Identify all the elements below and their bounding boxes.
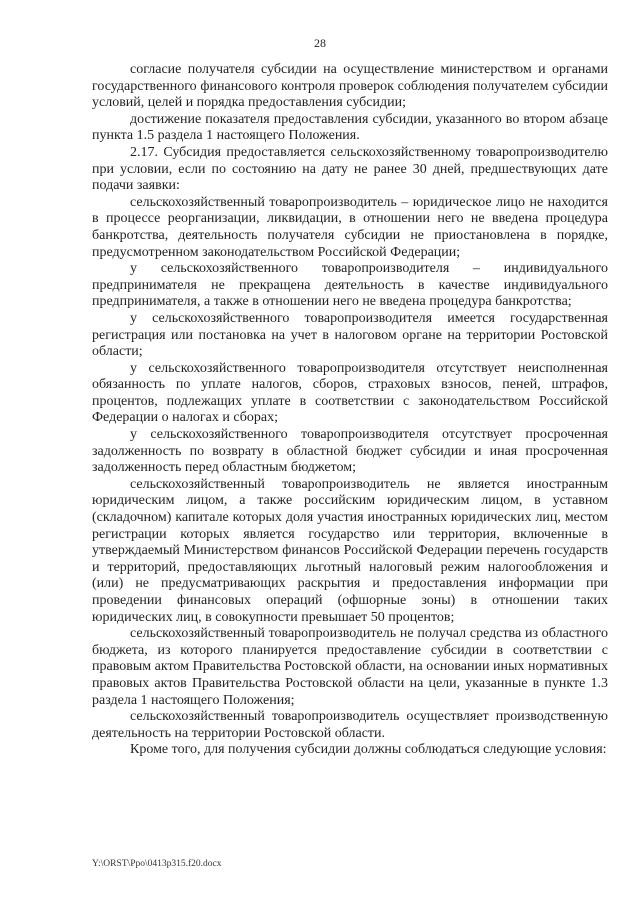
footer-file-path: Y:\ORST\Ppo\0413p315.f20.docx <box>92 859 222 869</box>
paragraph-2-17: 2.17. Субсидия предоставляется сельскохозяйственному товаропроизводителю при условии, если по состоянию на дату не ранее 30 дней, предшествующих дате подачи заявки: <box>92 144 608 194</box>
page-number: 28 <box>314 36 326 50</box>
paragraph-foreign-entity: сельскохозяйственный товаропроизводитель не является иностранным юридическим лицом, а также российским юридическим лицом, в уставном (складочном) капитале которых доля участия иностранных юридических лиц, местом регистрации которых является государство или территория, включенные в утверждаемый Министерством финансов Российской Федерации перечень государств и территорий, предоставляющих льготный налоговый режим налогообложения и (или) не предусматривающих раскрытия и предоставления информации при проведении финансовых операций (офшорные зоны) в отношении таких юридических лиц, в совокупности превышает 50 процентов; <box>92 476 608 625</box>
paragraph-budget-debt: у сельскохозяйственного товаропроизводителя отсутствует просроченная задолженность по возврату в областной бюджет субсидии и иная просроченная задолженность перед областным бюджетом; <box>92 427 608 476</box>
paragraph-entrepreneur: у сельскохозяйственного товаропроизводителя – индивидуального предпринимателя не прекращена деятельность в качестве индивидуального предпринимателя, а также в отношении него не введена процедура банкротства; <box>92 261 608 310</box>
paragraph-registration: у сельскохозяйственного товаропроизводителя имеется государственная регистрация или постановка на учет в налоговом органе на территории Ростовской области; <box>92 310 608 360</box>
paragraph-legal-entity: сельскохозяйственный товаропроизводитель – юридическое лицо не находится в процессе реорганизации, ликвидации, в отношении него не введена процедура банкротства, деятельность получателя субсидии не приостановлена в порядке, предусмотренном законодательством Российской Федерации; <box>92 194 608 260</box>
paragraph-consent: согласие получателя субсидии на осуществление министерством и органами государственного финансового контроля проверок соблюдения получателем субсидии условий, целей и порядка предоставления субсидии; <box>92 62 608 111</box>
paragraph-no-other-funds: сельскохозяйственный товаропроизводитель не получал средства из областного бюджета, из которого планируется предоставление субсидии в соответствии с правовым актом Правительства Ростовской области, на основании иных нормативных правовых актов Правительства Ростовской области на цели, указанные в пункте 1.3 раздела 1 настоящего Положения; <box>92 626 608 708</box>
paragraph-production: сельскохозяйственный товаропроизводитель осуществляет производственную деятельность на территории Ростовской области. <box>92 709 608 741</box>
paragraph-conditions: Кроме того, для получения субсидии должны соблюдаться следующие условия: <box>130 742 607 758</box>
document-body <box>92 62 608 759</box>
paragraph-indicator: достижение показателя предоставления субсидии, указанного во втором абзаце пункта 1.5 раздела 1 настоящего Положения. <box>92 111 608 144</box>
paragraph-tax-debt: у сельскохозяйственного товаропроизводителя отсутствует неисполненная обязанность по уплате налогов, сборов, страховых взносов, пеней, штрафов, процентов, подлежащих уплате в соответствии с законодательством Российской Федерации о налогах и сборах; <box>92 360 608 426</box>
